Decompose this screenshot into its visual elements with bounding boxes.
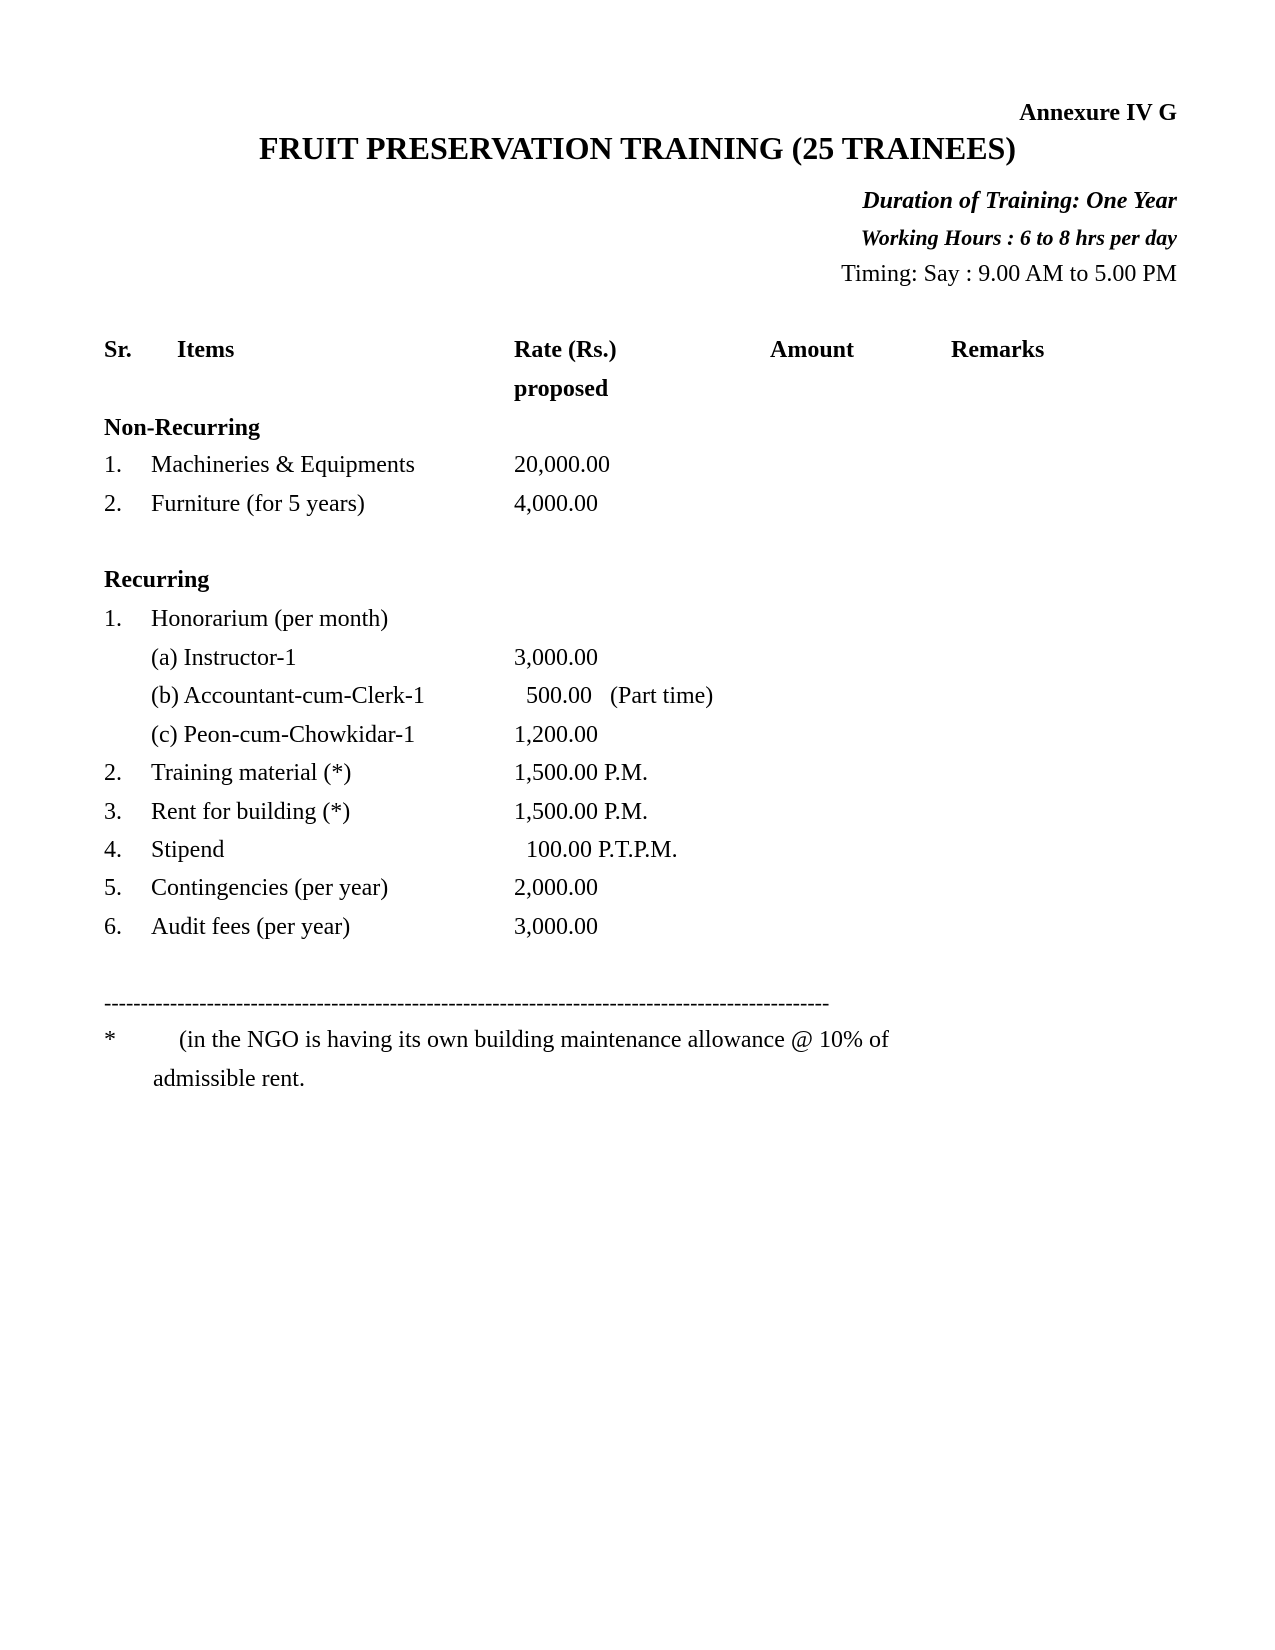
- row-sub-item: (c) Peon-cum-Chowkidar-1: [151, 722, 416, 748]
- row-rate: 3,000.00: [514, 914, 598, 940]
- row-rate: 2,000.00: [514, 875, 598, 901]
- row-rate: 4,000.00: [514, 491, 598, 517]
- row-number: 3.: [104, 799, 122, 825]
- row-sub-item: (a) Instructor-1: [151, 645, 297, 671]
- row-number: 2.: [104, 760, 122, 786]
- table-row: [0, 760, 1275, 796]
- row-number: 1.: [104, 606, 122, 632]
- table-row: [0, 722, 1275, 758]
- column-header-rate: Rate (Rs.): [514, 337, 617, 363]
- table-row: [0, 875, 1275, 911]
- section-heading-non-recurring: Non-Recurring: [104, 415, 260, 441]
- table-row: [0, 491, 1275, 527]
- table-row: [0, 837, 1275, 873]
- footnote-text-continued: admissible rent.: [153, 1066, 305, 1092]
- training-timing: Timing: Say : 9.00 AM to 5.00 PM: [841, 261, 1177, 287]
- row-rate: 100.00 P.T.P.M.: [514, 837, 678, 863]
- table-row: [0, 683, 1275, 719]
- training-duration: Duration of Training: One Year: [862, 188, 1177, 214]
- column-header-sr: Sr.: [104, 337, 132, 363]
- row-item: Stipend: [151, 837, 225, 863]
- column-header-items: Items: [177, 337, 235, 363]
- row-rate: 1,500.00 P.M.: [514, 760, 649, 786]
- row-item: Rent for building (*): [151, 799, 351, 825]
- page-title: FRUIT PRESERVATION TRAINING (25 TRAINEES): [259, 130, 1016, 166]
- table-row: [0, 914, 1275, 950]
- row-rate: 20,000.00: [514, 452, 610, 478]
- annexure-label: Annexure IV G: [1019, 100, 1177, 126]
- column-header-rate-proposed: proposed: [514, 376, 609, 402]
- column-header-remarks: Remarks: [951, 337, 1045, 363]
- row-number: 6.: [104, 914, 122, 940]
- table-row: [0, 645, 1275, 681]
- row-item: Furniture (for 5 years): [151, 491, 365, 517]
- row-item: Audit fees (per year): [151, 914, 351, 940]
- row-rate: 1,200.00: [514, 722, 598, 748]
- row-rate: 3,000.00: [514, 645, 598, 671]
- footnote-divider: ---------------------------------------------------------------------------------------------------: [104, 990, 830, 1015]
- table-row: [0, 799, 1275, 835]
- row-item: Training material (*): [151, 760, 352, 786]
- row-item: Machineries & Equipments: [151, 452, 415, 478]
- footnote-text: (in the NGO is having its own building maintenance allowance @ 10% of: [179, 1027, 889, 1053]
- row-sub-item: (b) Accountant-cum-Clerk-1: [151, 683, 425, 709]
- row-number: 4.: [104, 837, 122, 863]
- column-header-amount: Amount: [770, 337, 855, 363]
- working-hours: Working Hours : 6 to 8 hrs per day: [860, 225, 1177, 250]
- row-number: 5.: [104, 875, 122, 901]
- table-row: [0, 452, 1275, 488]
- row-item: Honorarium (per month): [151, 606, 389, 632]
- row-number: 1.: [104, 452, 122, 478]
- row-rate: 1,500.00 P.M.: [514, 799, 649, 825]
- footnote-marker: *: [104, 1027, 116, 1053]
- row-number: 2.: [104, 491, 122, 517]
- table-row: [0, 606, 1275, 642]
- row-item: Contingencies (per year): [151, 875, 389, 901]
- row-rate: 500.00 (Part time): [514, 683, 714, 709]
- section-heading-recurring: Recurring: [104, 567, 210, 593]
